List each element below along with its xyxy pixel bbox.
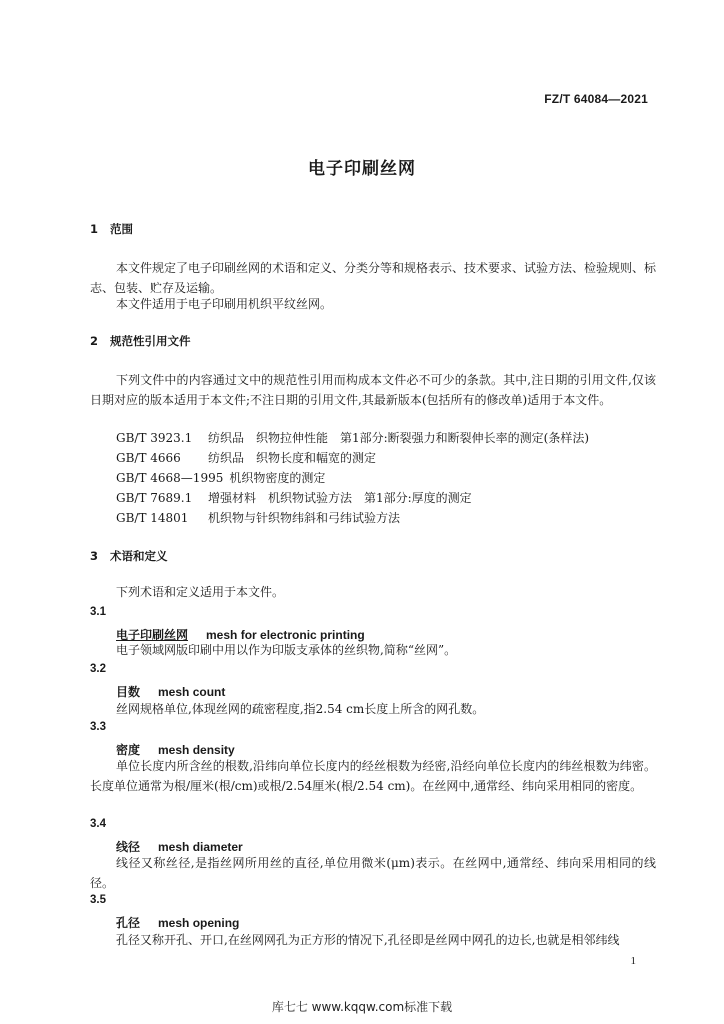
reference-item [116,508,400,528]
clause-number: 3.2 [90,663,106,675]
term-english: mesh diameter [158,840,243,854]
standard-code: FZ/T 64084—2021 [544,92,648,106]
references-intro-paragraph: 下列文件中的内容通过文中的规范性引用而构成本文件必不可少的条款。其中,注日期的引用文件,仅该日期对应的版本适用于本文件;不注日期的引用文件,其最新版本(包括所有的修改单)适用于本文件。 [90,373,656,407]
term-definition: 丝网规格单位,体现丝网的疏密程度,指2.54 cm长度上所含的网孔数。 [116,702,485,716]
term-definition: 孔径又称开孔、开口,在丝网网孔为正方形的情况下,孔径即是丝网中网孔的边长,也就是相邻纬线 [116,933,620,947]
reference-title: 机织物密度的测定 [229,471,326,485]
scope-paragraph-2: 本文件适用于电子印刷用机织平纹丝网。 [116,297,333,311]
section-number: 3 [90,549,99,563]
section-number: 2 [90,334,99,348]
term-chinese: 密度 [116,743,141,757]
term-heading [116,683,225,700]
term-chinese: 目数 [116,685,141,699]
term-definition: 单位长度内所含丝的根数,沿纬向单位长度内的经丝根数为经密,沿经向单位长度内的纬丝根数为纬密。长度单位通常为根/厘米(根/cm)或根/2.54厘米(根/2.54 cm)。在丝网中,通常经、纬向采用相同的密度。 [90,759,656,793]
clause-number: 3.4 [90,818,106,830]
reference-item [116,448,376,468]
section-title: 范围 [110,222,133,236]
term-english: mesh for electronic printing [206,628,365,642]
term-heading [116,914,239,931]
clause-number: 3.5 [90,894,106,906]
reference-item [116,488,472,508]
reference-item [116,468,325,488]
term-definition: 电子领域网版印刷中用以作为印版支承体的丝织物,简称“丝网”。 [116,643,457,657]
section-number: 1 [90,222,99,236]
term-chinese: 电子印刷丝网 [116,628,189,642]
reference-code: GB/T 4666 [116,451,181,465]
reference-item [116,428,589,448]
term-definition: 线径又称丝径,是指丝网所用丝的直径,单位用微米(μm)表示。在丝网中,通常经、纬向采用相同的线径。 [90,856,656,890]
term-chinese: 线径 [116,840,141,854]
section-title: 规范性引用文件 [110,334,191,348]
reference-code: GB/T 7689.1 [116,491,193,505]
clause-number: 3.3 [90,721,106,733]
scope-paragraph-1: 本文件规定了电子印刷丝网的术语和定义、分类分等和规格表示、技术要求、试验方法、检验规则、标志、包装、贮存及运输。 [90,261,657,295]
section-2-heading [90,333,191,349]
document-title: 电子印刷丝网 [308,159,416,179]
term-english: mesh opening [158,916,240,930]
terms-intro-paragraph: 下列术语和定义适用于本文件。 [116,585,285,599]
page-number: 1 [630,955,636,967]
term-chinese: 孔径 [116,916,141,930]
reference-code: GB/T 3923.1 [116,431,193,445]
section-3-heading [90,548,168,564]
reference-title: 纺织品 织物长度和幅宽的测定 [208,451,377,465]
clause-number: 3.1 [90,606,106,618]
section-1-heading [90,221,133,237]
reference-code: GB/T 14801 [116,511,189,525]
section-title: 术语和定义 [110,549,168,563]
reference-title: 机织物与针织物纬斜和弓纬试验方法 [208,511,401,525]
reference-title: 增强材料 机织物试验方法 第1部分:厚度的测定 [208,491,472,505]
watermark-footer: 库七七 www.kqqw.com标准下载 [271,1000,453,1014]
reference-title: 纺织品 织物拉伸性能 第1部分:断裂强力和断裂伸长率的测定(条样法) [208,431,590,445]
term-english: mesh density [158,743,235,757]
reference-code: GB/T 4668—1995 [116,471,224,485]
term-english: mesh count [158,685,226,699]
